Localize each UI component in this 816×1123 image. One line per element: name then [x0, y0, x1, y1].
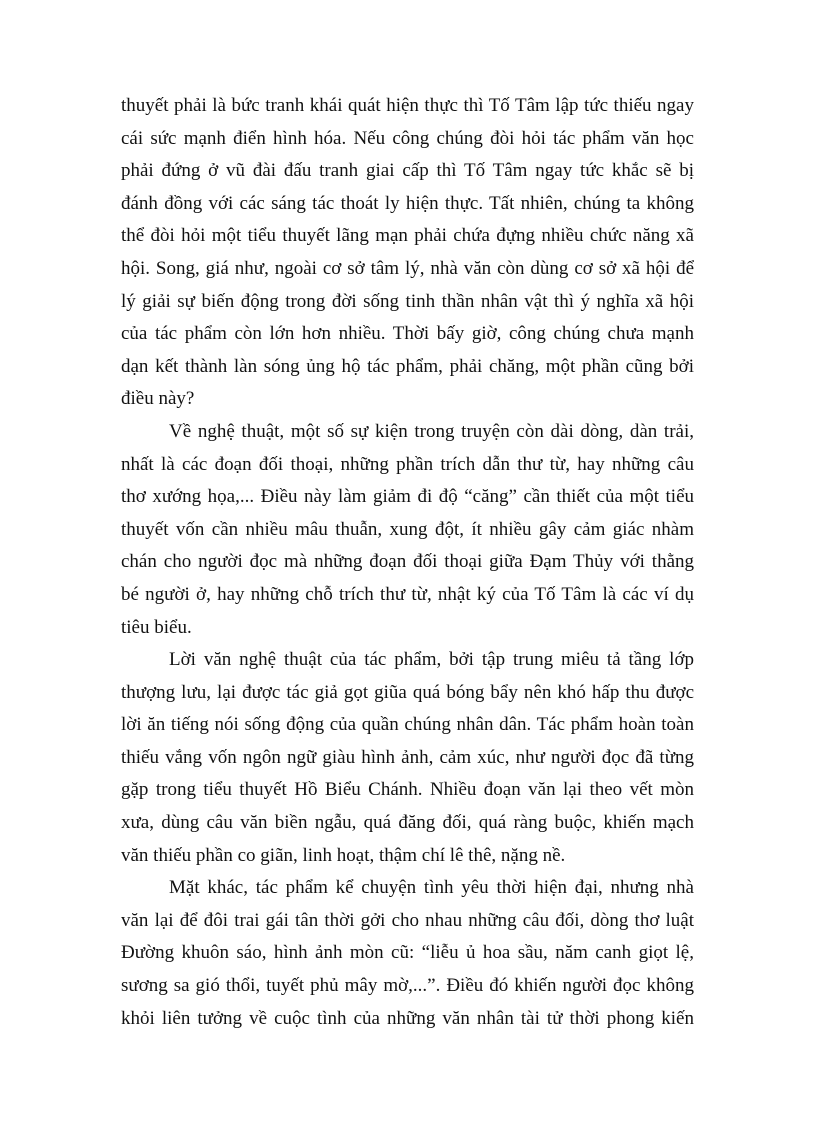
text-line: thuyết phải là bức tranh khái quát hiện thực thì Tố Tâm lập tức thiếu ngay — [121, 95, 694, 116]
text-line: xưa, dùng câu văn biền ngẫu, quá đăng đối, quá ràng buộc, khiến mạch — [121, 812, 694, 834]
text-line: tiêu biểu. — [121, 616, 192, 638]
text-line: gặp trong tiểu thuyết Hồ Biểu Chánh. Nhiều đoạn văn lại theo vết mòn — [121, 779, 694, 801]
text-line: Về nghệ thuật, một số sự kiện trong truyện còn dài dòng, dàn trải, — [169, 420, 694, 442]
text-line: điều này? — [121, 388, 195, 410]
paragraph-2 — [121, 416, 694, 644]
text-line: Mặt khác, tác phẩm kể chuyện tình yêu thời hiện đại, nhưng nhà — [169, 877, 694, 899]
text-line: cái sức mạnh điển hình hóa. Nếu công chúng đòi hỏi tác phẩm văn học — [121, 127, 694, 149]
text-line: thơ xướng họa,... Điều này làm giảm đi độ “căng” cần thiết của một tiểu — [121, 486, 694, 508]
text-line: thượng lưu, lại được tác giả gọt giũa quá bóng bẩy nên khó hấp thu được — [121, 681, 694, 703]
text-line: của tác phẩm còn lớn hơn nhiều. Thời bấy giờ, công chúng chưa mạnh — [121, 323, 694, 345]
text-line: thiếu vắng vốn ngôn ngữ giàu hình ảnh, cảm xúc, như người đọc đã từng — [121, 746, 694, 768]
text-line: phải đứng ở vũ đài đấu tranh giai cấp thì Tố Tâm ngay tức khắc sẽ bị — [121, 160, 694, 182]
text-line: hội. Song, giá như, ngoài cơ sở tâm lý, nhà văn còn dùng cơ sở xã hội để — [121, 257, 694, 279]
text-line: Lời văn nghệ thuật của tác phẩm, bởi tập trung miêu tả tầng lớp — [169, 649, 694, 671]
paragraph-1 — [121, 90, 694, 416]
text-line: văn lại để đôi trai gái tân thời gởi cho nhau những câu đối, dòng thơ luật — [121, 909, 694, 931]
text-line: bé người ở, hay những chỗ trích thư từ, nhật ký của Tố Tâm là các ví dụ — [121, 583, 694, 605]
paragraph-3 — [121, 644, 694, 872]
text-line: đánh đồng với các sáng tác thoát ly hiện thực. Tất nhiên, chúng ta không — [121, 192, 694, 214]
text-line: khỏi liên tưởng về cuộc tình của những văn nhân tài tử thời phong kiến — [121, 1007, 694, 1029]
text-line: chán cho người đọc mà những đoạn đối thoại giữa Đạm Thủy với thằng — [121, 551, 694, 573]
text-line: lý giải sự biến động trong đời sống tinh thần nhân vật thì ý nghĩa xã hội — [121, 290, 694, 312]
text-line: sương sa gió thổi, tuyết phủ mây mờ,...”. Điều đó khiến người đọc không — [121, 975, 694, 997]
text-line: nhất là các đoạn đối thoại, những phần trích dẫn thư từ, hay những câu — [121, 453, 694, 475]
text-line: văn thiếu phần co giãn, linh hoạt, thậm chí lê thê, nặng nề. — [121, 844, 566, 866]
text-line: thể đòi hỏi một tiểu thuyết lãng mạn phải chứa đựng nhiều chức năng xã — [121, 225, 694, 247]
text-line: Đường khuôn sáo, hình ảnh mòn cũ: “liễu ủ hoa sầu, năm canh giọt lệ, — [121, 942, 694, 964]
document-page — [121, 90, 694, 1035]
text-line: thuyết vốn cần nhiều mâu thuẫn, xung đột, ít nhiều gây cảm giác nhàm — [121, 518, 694, 540]
text-line: dạn kết thành làn sóng ủng hộ tác phẩm, phải chăng, một phần cũng bởi — [121, 355, 694, 377]
text-line: lời ăn tiếng nói sống động của quần chúng nhân dân. Tác phẩm hoàn toàn — [121, 714, 694, 736]
paragraph-4 — [121, 872, 694, 1035]
